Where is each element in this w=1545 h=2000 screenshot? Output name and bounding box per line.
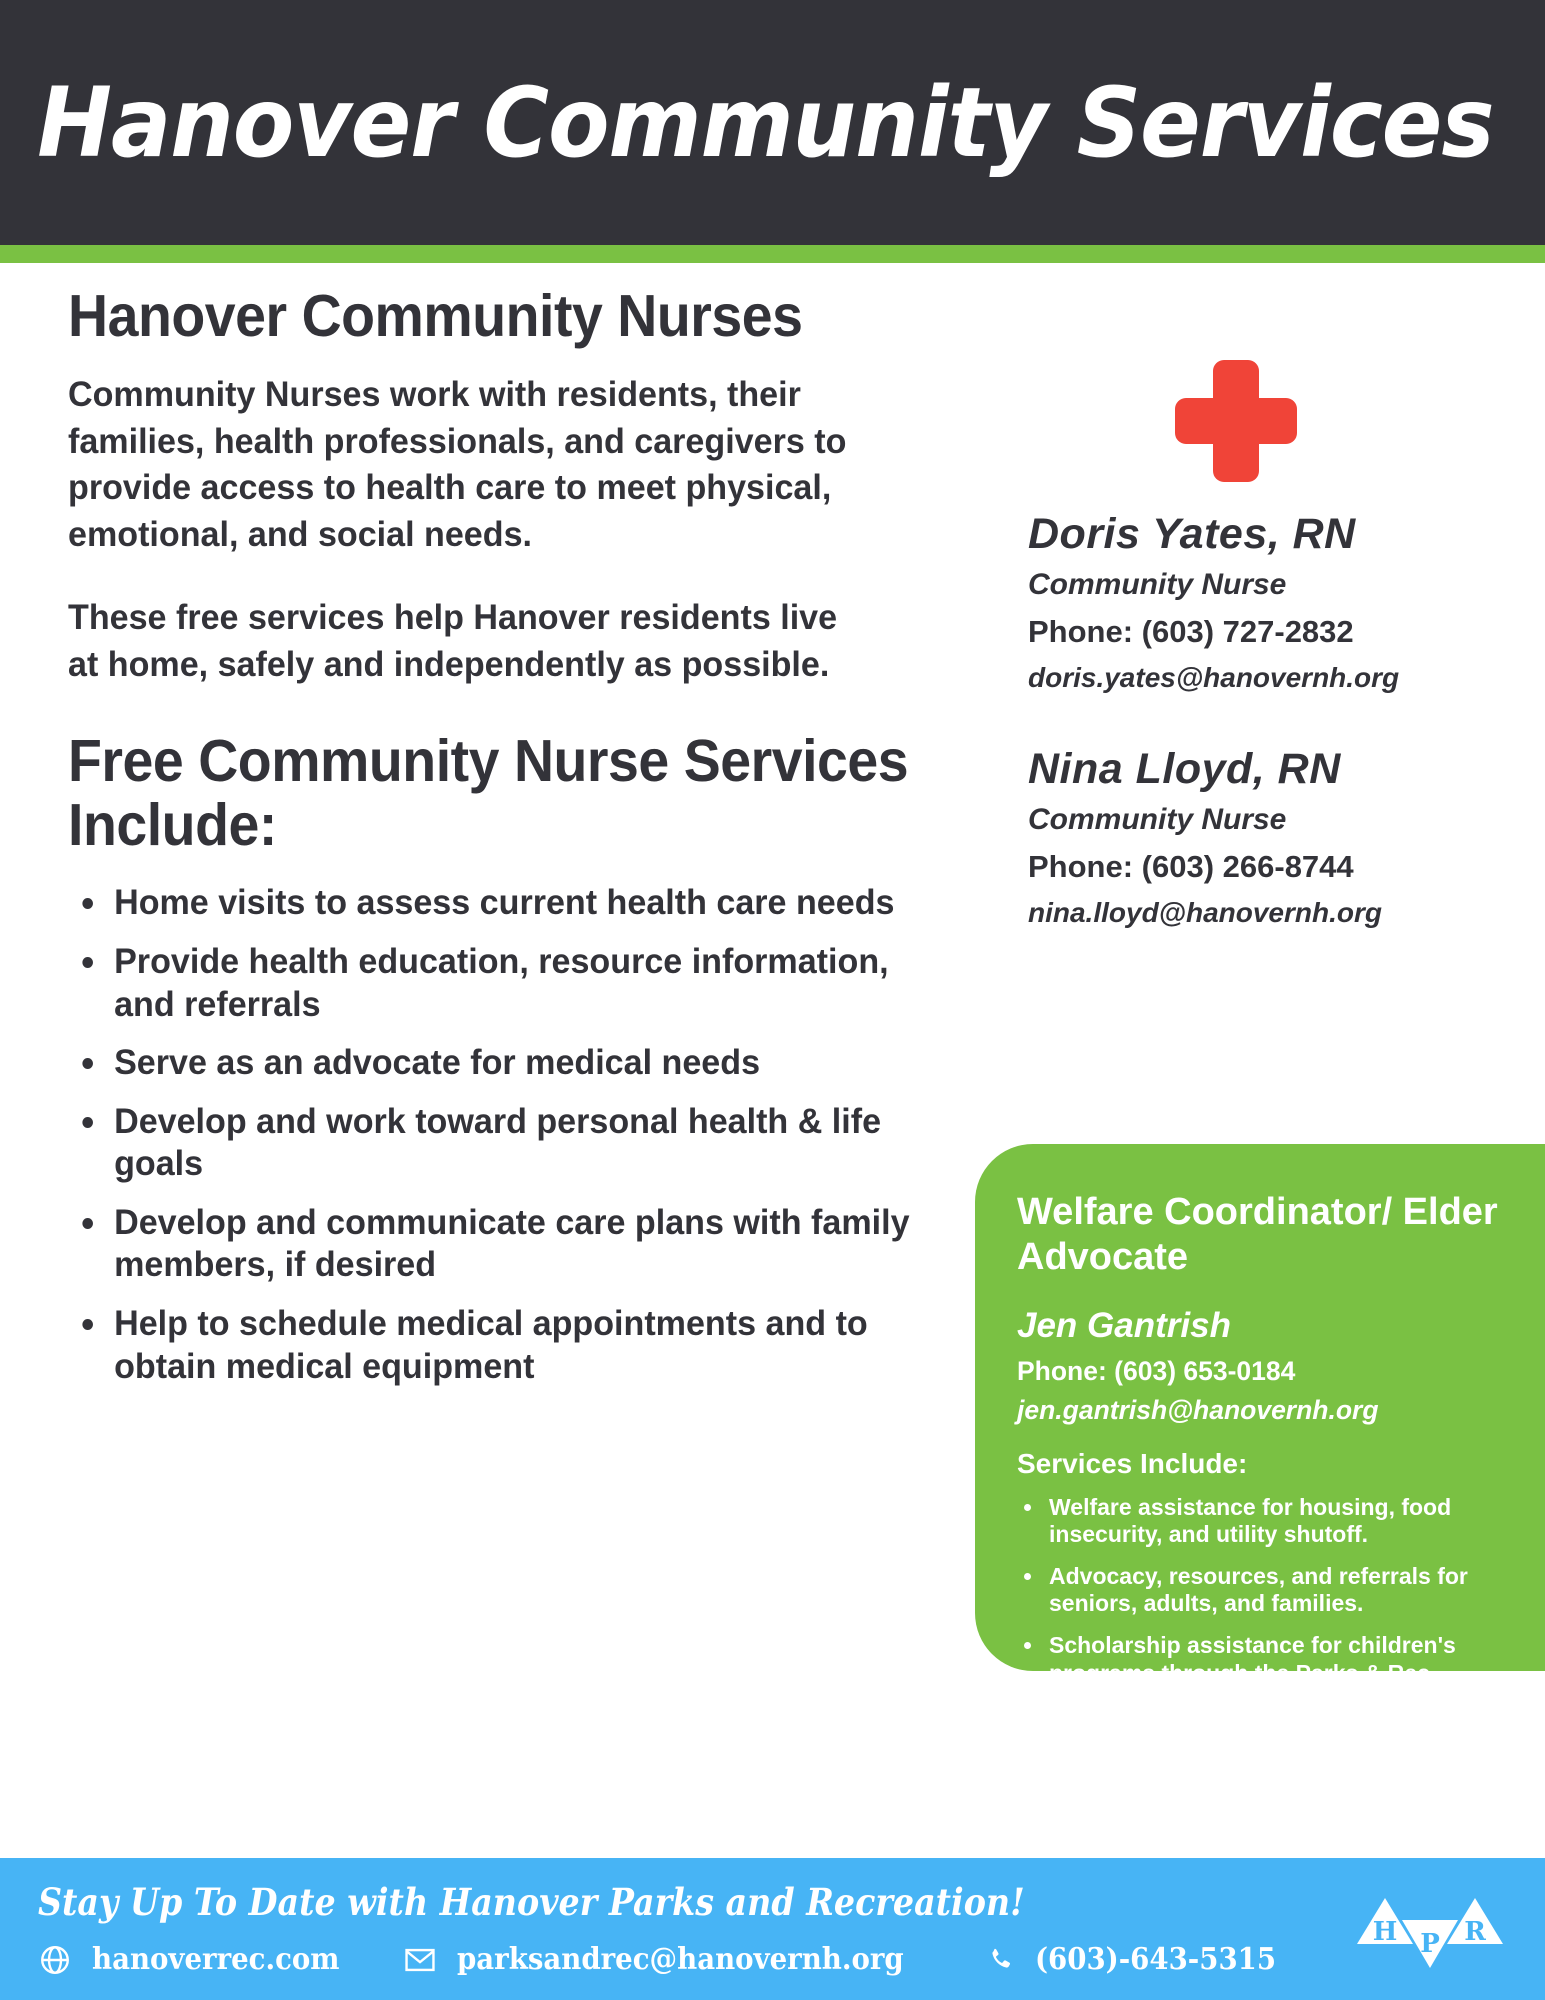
contact-name: Nina Lloyd, RN xyxy=(1028,745,1341,793)
footer-website[interactable] xyxy=(38,1942,361,1977)
footer-email-label: parksandrec@hanovernh.org xyxy=(457,1942,904,1977)
intro-paragraph-2: These free services help Hanover residents live at home, safely and independently as possible. xyxy=(68,597,838,685)
cross-vertical-bar xyxy=(1213,360,1259,482)
list-item: Welfare assistance for housing, food insecurity, and utility shutoff. xyxy=(1017,1494,1511,1549)
list-item: Advocacy, resources, and referrals for seniors, adults, and families. xyxy=(1017,1563,1511,1618)
footer-email[interactable] xyxy=(403,1942,943,1977)
logo-letter-p: P xyxy=(1420,1929,1440,1959)
footer-phone-label: (603)-643-5315 xyxy=(1034,1942,1276,1977)
section-title-nurses: Hanover Community Nurses xyxy=(68,283,803,349)
medical-cross-icon xyxy=(1175,360,1297,482)
contact-name: Doris Yates, RN xyxy=(1028,510,1356,558)
logo-arc xyxy=(1412,1907,1448,1920)
welfare-contact-name: Jen Gantrish xyxy=(1017,1305,1231,1345)
list-item: Develop and communicate care plans with family members, if desired xyxy=(68,1201,937,1286)
contact-card-doris-yates xyxy=(1028,511,1528,694)
header-accent-bar xyxy=(0,245,1545,263)
welfare-contact-phone[interactable]: Phone: (603) 653-0184 xyxy=(1017,1355,1296,1386)
list-item: Provide health education, resource information, and referrals xyxy=(68,940,937,1025)
welfare-contact-email[interactable]: jen.gantrish@hanovernh.org xyxy=(1017,1394,1379,1425)
footer-contact-row xyxy=(38,1942,1339,1977)
intro-paragraph-1: Community Nurses work with residents, their families, health professionals, and caregivers to provide access to health care to meet physical, emotional, and social needs. xyxy=(68,373,847,555)
welfare-coordinator-card xyxy=(975,1144,1545,1714)
services-heading: Free Community Nurse Services Include: xyxy=(68,727,909,858)
left-column xyxy=(68,263,973,1403)
contact-role: Community Nurse xyxy=(1028,803,1287,837)
envelope-icon xyxy=(403,1943,437,1977)
list-item: Develop and work toward personal health & life goals xyxy=(68,1100,937,1185)
list-item: Help to schedule medical appointments and to obtain medical equipment xyxy=(68,1302,937,1387)
contact-email[interactable]: nina.lloyd@hanovernh.org xyxy=(1028,897,1382,929)
contact-role: Community Nurse xyxy=(1028,568,1287,602)
hpr-logo xyxy=(1355,1886,1505,1978)
contact-phone[interactable]: Phone: (603) 266-8744 xyxy=(1028,849,1354,885)
page-header xyxy=(0,0,1545,245)
globe-icon xyxy=(38,1943,72,1977)
page-title: Hanover Community Services xyxy=(37,66,1494,179)
phone-icon xyxy=(985,1945,1015,1975)
list-item: Serve as an advocate for medical needs xyxy=(68,1041,937,1084)
list-item: Home visits to assess current health care needs xyxy=(68,881,937,924)
logo-letter-h: H xyxy=(1372,1917,1398,1947)
main-content xyxy=(0,263,1545,1858)
welfare-card-title: Welfare Coordinator/ Elder Advocate xyxy=(1017,1191,1498,1278)
list-item: Scholarship assistance for children's programs through the Parks & Rec Department. xyxy=(1017,1632,1511,1715)
logo-letter-r: R xyxy=(1464,1917,1486,1947)
footer-tagline: Stay Up To Date with Hanover Parks and Recreation! xyxy=(38,1880,1025,1924)
contact-email[interactable]: doris.yates@hanovernh.org xyxy=(1028,662,1400,694)
footer-website-label: hanoverrec.com xyxy=(92,1942,340,1977)
welfare-services-list xyxy=(1017,1494,1511,1715)
nurse-services-list xyxy=(68,881,973,1387)
contact-card-nina-lloyd xyxy=(1028,746,1528,929)
footer-phone[interactable] xyxy=(985,1942,1297,1977)
page-footer xyxy=(0,1858,1545,2000)
contact-phone[interactable]: Phone: (603) 727-2832 xyxy=(1028,614,1354,650)
welfare-services-label: Services Include: xyxy=(1017,1447,1248,1479)
